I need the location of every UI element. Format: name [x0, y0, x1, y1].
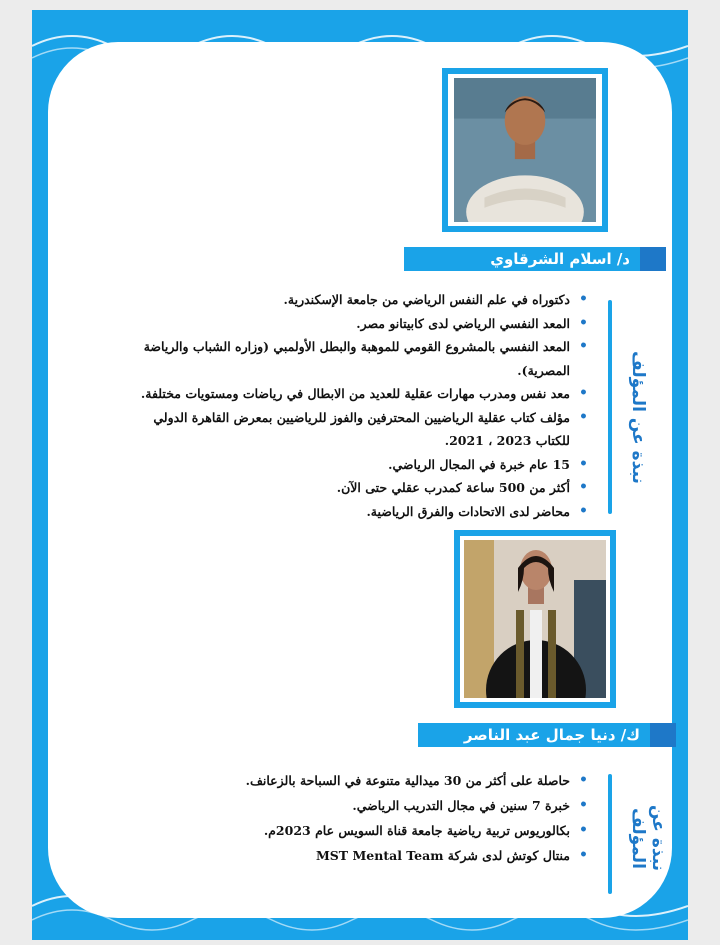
author2-bio-list [168, 768, 588, 868]
list-item: • 15 عام خبرة في المجال الرياضي. [128, 453, 588, 477]
list-item: • حاصلة على أكثر من 30 ميدالية متنوعة في السباحة بالزعانف. [168, 768, 588, 793]
author2-photo [464, 540, 606, 698]
author2-name-tab [650, 723, 676, 747]
author2-side-line [608, 774, 612, 894]
list-item: • خبرة 7 سنين في مجال التدريب الرياضي. [168, 793, 588, 818]
author1-photo [452, 78, 598, 222]
list-item: • المعد النفسي الرياضي لدى كابيتانو مصر. [128, 312, 588, 336]
list-item: • بكالوريوس تربية رياضية جامعة قناة السويس عام 2023م. [168, 818, 588, 843]
list-item: • مؤلف كتاب عقلية الرياضيين المحترفين والفوز للرياضيين بمعرض القاهرة الدولي للكتاب 2023 ، 2021. [128, 406, 588, 453]
author1-name-tab [640, 247, 666, 271]
author1-bio-list [128, 288, 588, 523]
list-item: • معد نفس ومدرب مهارات عقلية للعديد من الابطال في رياضات ومستويات مختلفة. [128, 382, 588, 406]
author1-side-line [608, 300, 612, 514]
author2-photo-frame [454, 530, 616, 708]
page-sheet [32, 10, 688, 940]
list-item: • أكثر من 500 ساعة كمدرب عقلي حتى الآن. [128, 476, 588, 500]
list-item: • دكتوراه في علم النفس الرياضي من جامعة الإسكندرية. [128, 288, 588, 312]
author1-name-bar [404, 247, 640, 271]
author1-name: د/ اسلام الشرقاوي [490, 250, 630, 268]
list-item: • محاضر لدى الاتحادات والفرق الرياضية. [128, 500, 588, 524]
author2-section-label: نبذة عن المؤلف [628, 804, 668, 871]
content-card [48, 42, 672, 918]
author2-name: ك/ دنيا جمال عبد الناصر [463, 726, 640, 744]
list-item: • المعد النفسي بالمشروع القومي للموهبة والبطل الأولمبي (وزاره الشباب والرياضة المصرية). [128, 335, 588, 382]
list-item: • منتال كوتش لدى شركة MST Mental Team [168, 843, 588, 868]
author2-name-bar [418, 723, 650, 747]
author1-photo-frame [442, 68, 608, 232]
author1-section-label: نبذة عن المؤلف [628, 350, 648, 484]
